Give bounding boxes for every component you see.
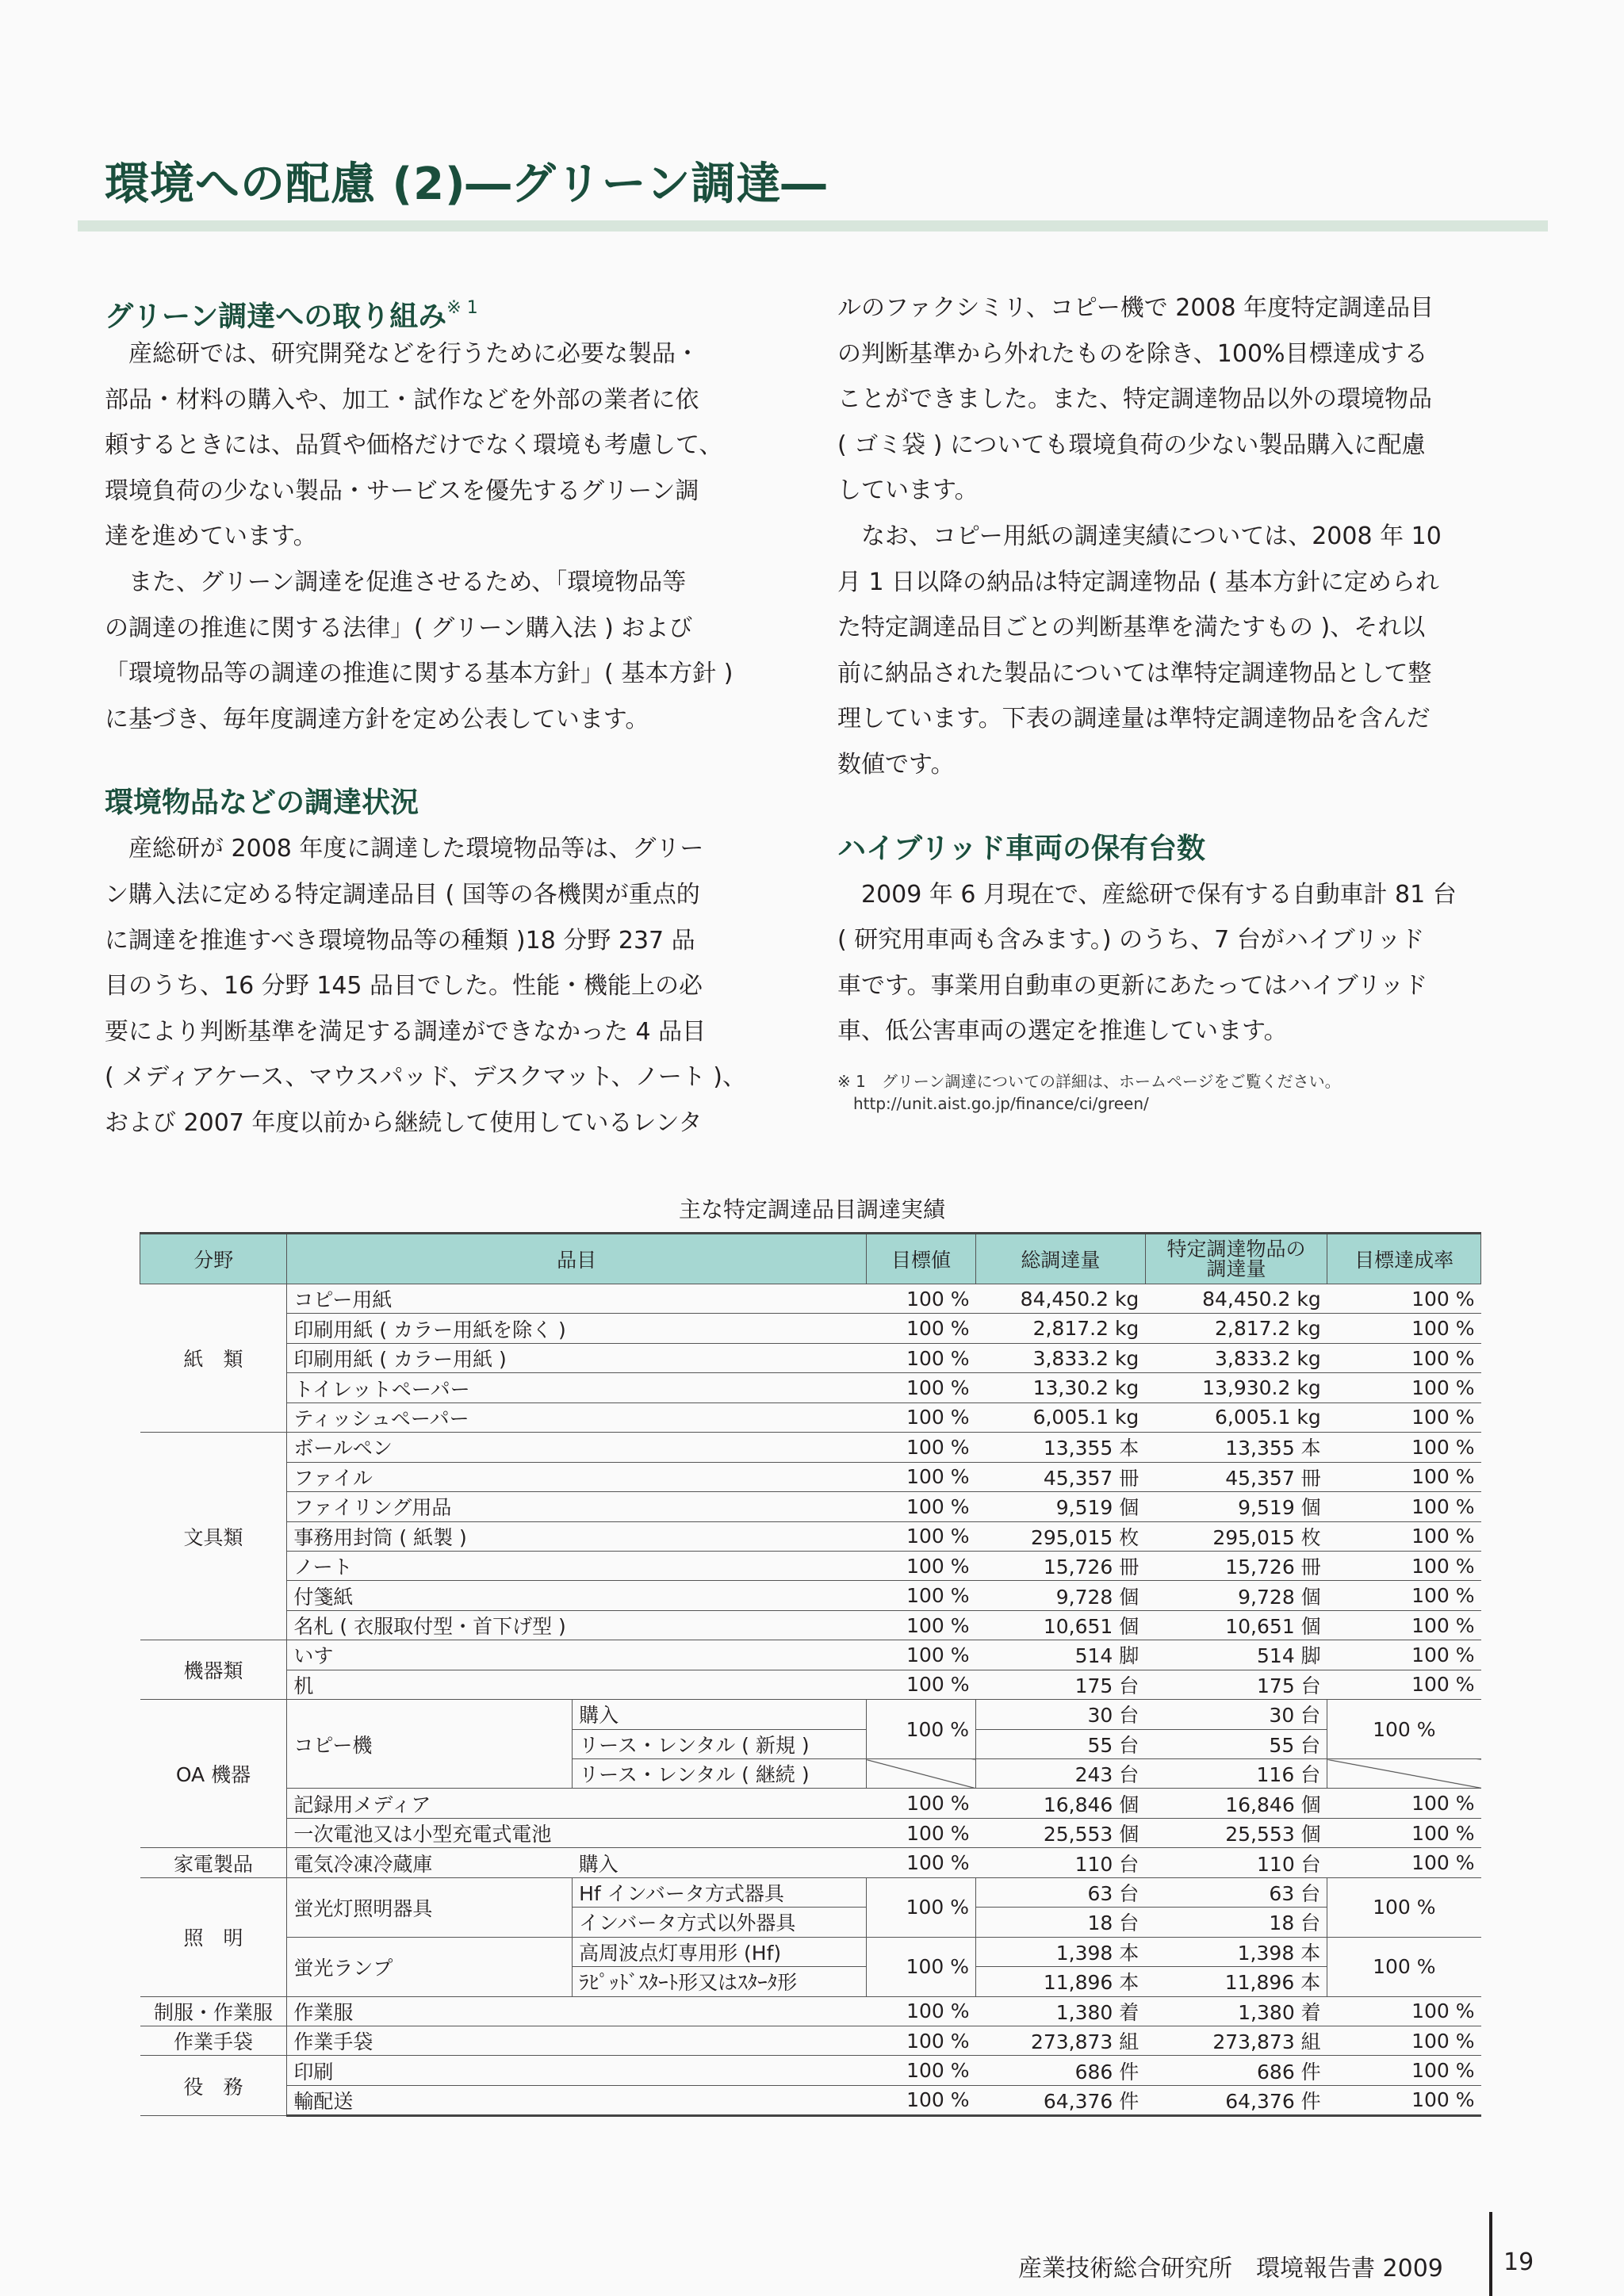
- rate-cell: 100 %: [1327, 1284, 1481, 1314]
- specified-cell: 45,357 冊: [1145, 1462, 1327, 1491]
- total-cell: 13,355 本: [976, 1433, 1146, 1462]
- col-header-specified-line1: 特定調達物品の: [1166, 1238, 1306, 1261]
- table-row: [140, 1877, 1481, 1907]
- table-row: [140, 2026, 1481, 2055]
- table-row: [140, 1640, 1481, 1670]
- target-cell: 100 %: [866, 1818, 975, 1847]
- rate-cell: 100 %: [1327, 1670, 1481, 1699]
- text-line: に基づき、毎年度調達方針を定め公表しています。: [105, 705, 649, 733]
- text-line: に調達を推進すべき環境物品等の種類 )18 分野 237 品: [105, 926, 695, 955]
- col-header-target: 目標値: [866, 1234, 975, 1284]
- category-cell: 照 明: [140, 1877, 287, 1996]
- rate-cell: 100 %: [1327, 1581, 1481, 1610]
- total-cell: 18 台: [976, 1908, 1146, 1937]
- rate-cell: 100 %: [1327, 1937, 1481, 1996]
- table-row: [140, 1848, 1481, 1877]
- target-cell: 100 %: [866, 1996, 975, 2026]
- total-cell: 64,376 件: [976, 2085, 1146, 2115]
- footer-divider: [1489, 2212, 1492, 2296]
- footnote: [837, 1070, 1519, 1115]
- item-cell: 印刷用紙 ( カラー用紙 ): [287, 1343, 867, 1372]
- target-cell: 100 %: [866, 2085, 975, 2115]
- specified-cell: 25,553 個: [1145, 1818, 1327, 1847]
- item-cell: 印刷: [287, 2056, 867, 2085]
- specified-cell: 55 台: [1145, 1729, 1327, 1758]
- item-cell: ノート: [287, 1551, 867, 1580]
- text-line: 要により判断基準を満足する調達ができなかった 4 品目: [105, 1017, 707, 1046]
- text-line: 理しています。下表の調達量は準特定調達物品を含んだ: [837, 705, 1431, 733]
- text-line: の調達の推進に関する法律」( グリーン購入法 ) および: [105, 614, 693, 642]
- rate-cell: 100 %: [1327, 1789, 1481, 1818]
- category-cell: 作業手袋: [140, 2026, 287, 2055]
- specified-cell: 13,930.2 kg: [1145, 1373, 1327, 1402]
- total-cell: 45,357 冊: [976, 1462, 1146, 1491]
- rate-cell: 100 %: [1327, 1343, 1481, 1372]
- category-cell: 機器類: [140, 1640, 287, 1700]
- item-cell: 名札 ( 衣服取付型・首下げ型 ): [287, 1610, 867, 1640]
- text-line: 環境負荷の少ない製品・サービスを優先するグリーン調: [105, 476, 699, 505]
- total-cell: 6,005.1 kg: [976, 1402, 1146, 1432]
- total-cell: 15,726 冊: [976, 1551, 1146, 1580]
- subitem-cell: 高周波点灯専用形 (Hf): [573, 1937, 867, 1966]
- item-cell: 印刷用紙 ( カラー用紙を除く ): [287, 1314, 867, 1343]
- table-row: [140, 2056, 1481, 2085]
- right-column: [837, 285, 1519, 1115]
- target-cell: 100 %: [866, 1610, 975, 1640]
- section-body-procurement-status: [105, 826, 787, 1146]
- title-underline: [78, 220, 1548, 232]
- section-heading-procurement-status: 環境物品などの調達状況: [105, 786, 419, 820]
- specified-cell: 273,873 組: [1145, 2026, 1327, 2055]
- item-cell: 蛍光ランプ: [287, 1937, 573, 1996]
- rate-cell: 100 %: [1327, 1700, 1481, 1759]
- target-cell: 100 %: [866, 1433, 975, 1462]
- footnote-text: ※ 1 グリーン調達についての詳細は、ホームページをご覧ください。: [837, 1071, 1341, 1091]
- total-cell: 1,398 本: [976, 1937, 1146, 1966]
- table-row: [140, 1462, 1481, 1491]
- rate-cell: 100 %: [1327, 1402, 1481, 1432]
- table-row: [140, 1937, 1481, 1966]
- target-cell: 100 %: [866, 1551, 975, 1580]
- table-row: [140, 1373, 1481, 1402]
- specified-cell: 30 台: [1145, 1700, 1327, 1729]
- target-cell: 100 %: [866, 1402, 975, 1432]
- table-row: [140, 1492, 1481, 1521]
- subitem-cell: インバータ方式以外器具: [573, 1908, 867, 1937]
- rate-cell: 100 %: [1327, 1373, 1481, 1402]
- total-cell: 514 脚: [976, 1640, 1146, 1670]
- total-cell: 273,873 組: [976, 2026, 1146, 2055]
- item-cell: 作業服: [287, 1996, 867, 2026]
- table-row: [140, 1343, 1481, 1372]
- page-number: 19: [1503, 2248, 1534, 2276]
- specified-cell: 18 台: [1145, 1908, 1327, 1937]
- footnote-marker: ※ 1: [446, 298, 478, 318]
- target-cell: 100 %: [866, 1284, 975, 1314]
- table-row: [140, 1818, 1481, 1847]
- target-cell: 100 %: [866, 1521, 975, 1551]
- item-cell: ボールペン: [287, 1433, 867, 1462]
- rate-cell: 100 %: [1327, 1521, 1481, 1551]
- target-cell: 100 %: [866, 1789, 975, 1818]
- specified-cell: 686 件: [1145, 2056, 1327, 2085]
- section-heading-green-procurement: [105, 285, 787, 331]
- rate-cell: 100 %: [1327, 1877, 1481, 1937]
- total-cell: 25,553 個: [976, 1818, 1146, 1847]
- target-cell: 100 %: [866, 1937, 975, 1996]
- total-cell: 295,015 枚: [976, 1521, 1146, 1551]
- subitem-cell: ﾗﾋﾟｯﾄﾞｽﾀｰﾄ形又はｽﾀｰﾀ形: [573, 1967, 867, 1996]
- item-cell: 付箋紙: [287, 1581, 867, 1610]
- table-row: [140, 1670, 1481, 1699]
- text-line: の判断基準から外れたものを除き、100%目標達成する: [837, 339, 1428, 368]
- text-line: しています。: [837, 476, 979, 505]
- total-cell: 30 台: [976, 1700, 1146, 1729]
- table-row: [140, 1700, 1481, 1729]
- item-cell: ファイル: [287, 1462, 867, 1491]
- rate-cell: 100 %: [1327, 1996, 1481, 2026]
- text-line: 目のうち、16 分野 145 品目でした。性能・機能上の必: [105, 972, 703, 1001]
- specified-cell: 9,519 個: [1145, 1492, 1327, 1521]
- item-cell: 一次電池又は小型充電式電池: [287, 1818, 867, 1847]
- item-cell: 事務用封筒 ( 紙製 ): [287, 1521, 867, 1551]
- category-cell: 文具類: [140, 1433, 287, 1640]
- rate-cell: 100 %: [1327, 1492, 1481, 1521]
- text-line: 「環境物品等の調達の推進に関する基本方針」( 基本方針 ): [105, 660, 733, 688]
- text-line: ( メディアケース、マウスパッド、デスクマット、ノート )、: [105, 1063, 746, 1092]
- specified-cell: 1,398 本: [1145, 1937, 1327, 1966]
- col-header-total: 総調達量: [976, 1234, 1146, 1284]
- total-cell: 13,30.2 kg: [976, 1373, 1146, 1402]
- specified-cell: 63 台: [1145, 1877, 1327, 1907]
- total-cell: 243 台: [976, 1759, 1146, 1789]
- subitem-cell: Hf インバータ方式器具: [573, 1877, 867, 1907]
- target-cell: 100 %: [866, 1343, 975, 1372]
- total-cell: 2,817.2 kg: [976, 1314, 1146, 1343]
- item-cell: 蛍光灯照明器具: [287, 1877, 573, 1937]
- subitem-cell: 購入: [573, 1700, 867, 1729]
- text-line: 部品・材料の購入や、加工・試作などを外部の業者に依: [105, 385, 699, 414]
- specified-cell: 84,450.2 kg: [1145, 1284, 1327, 1314]
- text-line: 2009 年 6 月現在で、産総研で保有する自動車計 81 台: [837, 880, 1457, 909]
- total-cell: 175 台: [976, 1670, 1146, 1699]
- total-cell: 11,896 本: [976, 1967, 1146, 1996]
- table-row: [140, 2085, 1481, 2115]
- table-row: [140, 1610, 1481, 1640]
- text-line: ( ゴミ袋 ) についても環境負荷の少ない製品購入に配慮: [837, 430, 1426, 459]
- rate-cell: 100 %: [1327, 2056, 1481, 2085]
- text-line: 数値です。: [837, 750, 955, 779]
- table-header-row: [140, 1234, 1481, 1284]
- total-cell: 10,651 個: [976, 1610, 1146, 1640]
- specified-cell: 110 台: [1145, 1848, 1327, 1877]
- text-line: 車です。事業用自動車の更新にあたってはハイブリッド: [837, 971, 1428, 1000]
- total-cell: 55 台: [976, 1729, 1146, 1758]
- item-cell: 電気冷凍冷蔵庫: [287, 1848, 573, 1877]
- total-cell: 84,450.2 kg: [976, 1284, 1146, 1314]
- subitem-cell: 購入: [573, 1848, 867, 1877]
- procurement-table: [140, 1232, 1481, 2117]
- page-title: 環境への配慮 (2)―グリーン調達―: [105, 159, 827, 210]
- target-cell: 100 %: [866, 2056, 975, 2085]
- target-cell: 100 %: [866, 1462, 975, 1491]
- rate-cell: 100 %: [1327, 1818, 1481, 1847]
- category-cell: 役 務: [140, 2056, 287, 2115]
- rate-cell: 100 %: [1327, 1610, 1481, 1640]
- specified-cell: 514 脚: [1145, 1640, 1327, 1670]
- rate-cell-na: [1327, 1759, 1481, 1789]
- specified-cell: 6,005.1 kg: [1145, 1402, 1327, 1432]
- table-row: [140, 1789, 1481, 1818]
- section-heading-text: グリーン調達への取り組み: [105, 300, 447, 333]
- specified-cell: 1,380 着: [1145, 1996, 1327, 2026]
- table-row: [140, 1551, 1481, 1580]
- footer-title: 産業技術総合研究所 環境報告書 2009: [1018, 2255, 1443, 2283]
- target-cell: 100 %: [866, 1700, 975, 1759]
- specified-cell: 175 台: [1145, 1670, 1327, 1699]
- category-cell: OA 機器: [140, 1700, 287, 1848]
- target-cell: 100 %: [866, 1640, 975, 1670]
- target-cell-na: [866, 1759, 975, 1789]
- continued-text: [837, 285, 1519, 788]
- col-header-rate: 目標達成率: [1327, 1234, 1481, 1284]
- item-cell: いす: [287, 1640, 867, 1670]
- item-cell: ファイリング用品: [287, 1492, 867, 1521]
- item-cell: 作業手袋: [287, 2026, 867, 2055]
- text-line: 前に納品された製品については準特定調達物品として整: [837, 659, 1432, 687]
- category-cell: 家電製品: [140, 1848, 287, 1877]
- target-cell: 100 %: [866, 1848, 975, 1877]
- rate-cell: 100 %: [1327, 1640, 1481, 1670]
- text-line: ことができました。また、特定調達物品以外の環境物品: [837, 385, 1432, 414]
- specified-cell: 11,896 本: [1145, 1967, 1327, 1996]
- text-line: 車、低公害車両の選定を推進しています。: [837, 1017, 1288, 1046]
- target-cell: 100 %: [866, 2026, 975, 2055]
- text-line: および 2007 年度以前から継続して使用しているレンタ: [105, 1108, 703, 1137]
- table-row: [140, 1996, 1481, 2026]
- table-row: [140, 1433, 1481, 1462]
- total-cell: 1,380 着: [976, 1996, 1146, 2026]
- text-line: ルのファクシミリ、コピー機で 2008 年度特定調達品目: [837, 294, 1434, 322]
- rate-cell: 100 %: [1327, 2085, 1481, 2115]
- total-cell: 3,833.2 kg: [976, 1343, 1146, 1372]
- item-cell: ティッシュペーパー: [287, 1402, 867, 1432]
- total-cell: 9,519 個: [976, 1492, 1146, 1521]
- item-cell: コピー用紙: [287, 1284, 867, 1314]
- section-body-green-procurement: [105, 331, 787, 742]
- specified-cell: 2,817.2 kg: [1145, 1314, 1327, 1343]
- table-row: [140, 1284, 1481, 1314]
- text-line: なお、コピー用紙の調達実績については、2008 年 10: [837, 522, 1442, 550]
- target-cell: 100 %: [866, 1581, 975, 1610]
- specified-cell: 116 台: [1145, 1759, 1327, 1789]
- target-cell: 100 %: [866, 1373, 975, 1402]
- col-header-specified: [1145, 1234, 1327, 1284]
- total-cell: 686 件: [976, 2056, 1146, 2085]
- text-line: た特定調達品目ごとの判断基準を満たすもの )、それ以: [837, 614, 1426, 642]
- specified-cell: 16,846 個: [1145, 1789, 1327, 1818]
- table-caption: 主な特定調達品目調達実績: [678, 1196, 945, 1223]
- item-cell: トイレットペーパー: [287, 1373, 867, 1402]
- category-cell: 紙 類: [140, 1284, 287, 1433]
- rate-cell: 100 %: [1327, 1433, 1481, 1462]
- text-line: また、グリーン調達を促進させるため、「環境物品等: [105, 568, 687, 596]
- total-cell: 110 台: [976, 1848, 1146, 1877]
- text-line: ( 研究用車両も含みます。) のうち、7 台がハイブリッド: [837, 926, 1425, 955]
- target-cell: 100 %: [866, 1314, 975, 1343]
- text-line: 達を進めています。: [105, 522, 317, 551]
- specified-cell: 64,376 件: [1145, 2085, 1327, 2115]
- table-row: [140, 1314, 1481, 1343]
- text-line: 産総研では、研究開発などを行うために必要な製品・: [105, 340, 699, 368]
- left-column: [105, 285, 787, 1146]
- section-body-hybrid-vehicles: [837, 872, 1519, 1054]
- total-cell: 63 台: [976, 1877, 1146, 1907]
- category-cell: 制服・作業服: [140, 1996, 287, 2026]
- specified-cell: 295,015 枚: [1145, 1521, 1327, 1551]
- table-row: [140, 1581, 1481, 1610]
- total-cell: 9,728 個: [976, 1581, 1146, 1610]
- text-line: 月 1 日以降の納品は特定調達物品 ( 基本方針に定められ: [837, 568, 1439, 596]
- target-cell: 100 %: [866, 1670, 975, 1699]
- total-cell: 16,846 個: [976, 1789, 1146, 1818]
- table-row: [140, 1402, 1481, 1432]
- section-heading-hybrid-vehicles: ハイブリッド車両の保有台数: [837, 832, 1206, 865]
- text-line: 頼するときには、品質や価格だけでなく環境も考慮して、: [105, 431, 723, 460]
- footnote-url[interactable]: http://unit.aist.go.jp/finance/ci/green/: [837, 1093, 1149, 1113]
- rate-cell: 100 %: [1327, 2026, 1481, 2055]
- col-header-item: 品目: [287, 1234, 867, 1284]
- rate-cell: 100 %: [1327, 1551, 1481, 1580]
- subitem-cell: リース・レンタル ( 新規 ): [573, 1729, 867, 1758]
- item-cell: 記録用メディア: [287, 1789, 867, 1818]
- target-cell: 100 %: [866, 1492, 975, 1521]
- text-line: 産総研が 2008 年度に調達した環境物品等は、グリー: [105, 835, 704, 863]
- specified-cell: 9,728 個: [1145, 1581, 1327, 1610]
- item-cell: コピー機: [287, 1700, 573, 1789]
- rate-cell: 100 %: [1327, 1314, 1481, 1343]
- rate-cell: 100 %: [1327, 1848, 1481, 1877]
- text-line: ン購入法に定める特定調達品目 ( 国等の各機関が重点的: [105, 880, 700, 909]
- specified-cell: 13,355 本: [1145, 1433, 1327, 1462]
- specified-cell: 15,726 冊: [1145, 1551, 1327, 1580]
- col-header-specified-line2: 調達量: [1206, 1257, 1266, 1280]
- item-cell: 輸配送: [287, 2085, 867, 2115]
- specified-cell: 10,651 個: [1145, 1610, 1327, 1640]
- table-row: [140, 1521, 1481, 1551]
- target-cell: 100 %: [866, 1877, 975, 1937]
- col-header-category: 分野: [140, 1234, 287, 1284]
- subitem-cell: リース・レンタル ( 継続 ): [573, 1759, 867, 1789]
- specified-cell: 3,833.2 kg: [1145, 1343, 1327, 1372]
- rate-cell: 100 %: [1327, 1462, 1481, 1491]
- item-cell: 机: [287, 1670, 867, 1699]
